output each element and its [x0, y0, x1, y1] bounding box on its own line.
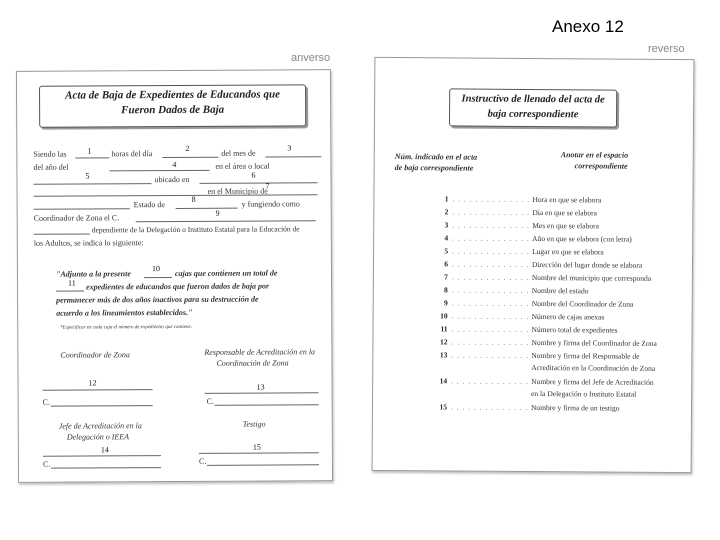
- instruction-row: [373, 376, 691, 404]
- field-number-15: 15: [252, 442, 261, 452]
- signature-line-witness: [199, 452, 319, 454]
- row-dots: . . . . . . . . . . . . . . . .: [451, 259, 542, 270]
- row-number: 2: [444, 207, 449, 217]
- row-description: Dirección del lugar donde se elabora: [531, 259, 643, 270]
- name-line-coordinator: [51, 405, 153, 407]
- row-number: 7: [444, 272, 448, 282]
- row-dots: . . . . . . . . . . . . . . . .: [450, 402, 541, 413]
- blank-address: [200, 182, 318, 184]
- front-side-label: anverso: [291, 52, 331, 64]
- name-line-chief: [51, 467, 161, 469]
- text-ubicado-en: ubicado en: [154, 174, 190, 185]
- signature-line-chief: [43, 455, 161, 457]
- text-horas-dia: horas del día: [111, 149, 153, 159]
- row-description: Nombre y firma de un testigo: [530, 402, 620, 413]
- row-dots: . . . . . . . . . . . . . . . .: [451, 376, 541, 387]
- column-header-number-1: Núm. indicado en el acta: [394, 152, 478, 162]
- row-description-continued: en la Delegación o Instituto Estatal: [531, 388, 637, 399]
- row-description-continued: Acreditación en la Coordinación de Zona: [531, 362, 656, 373]
- back-page-title-box: [449, 88, 617, 127]
- text-area-local: en el área o local: [215, 161, 270, 171]
- row-description: Nombre del municipio que corresponda: [531, 272, 652, 283]
- row-number: 6: [444, 259, 449, 269]
- row-dots: . . . . . . . . . . . . . . . .: [452, 207, 542, 218]
- field-number-14: 14: [100, 445, 109, 455]
- row-description: Lugar en que se elabora: [532, 246, 604, 257]
- column-header-annotate-2: correspondiente: [574, 161, 628, 171]
- field-number-11: 11: [68, 278, 76, 288]
- row-number: 14: [439, 376, 448, 386]
- row-number: 11: [440, 324, 448, 334]
- field-number-4: 4: [172, 159, 177, 170]
- row-number: 5: [444, 246, 449, 256]
- row-number: 4: [444, 233, 449, 243]
- text-expedientes: expedientes de educandos que fueron dados de baja por: [86, 281, 270, 292]
- field-number-1: 1: [87, 146, 92, 156]
- row-number: 3: [444, 220, 449, 230]
- row-description: Nombre y firma del Responsable de: [531, 350, 640, 361]
- name-line-witness: [207, 464, 319, 466]
- c-label-1: C.: [42, 397, 51, 407]
- row-dots: . . . . . . . . . . . . . . . .: [451, 298, 541, 309]
- signature-label-chief-1: Jefe de Acreditación en la: [58, 421, 142, 431]
- column-header-annotate-1: Anotar en el espacio: [560, 150, 629, 160]
- text-indica-siguiente: los Adultos, se indica lo siguiente:: [33, 238, 144, 248]
- signature-label-coordinator: Coordinador de Zona: [60, 350, 130, 360]
- blank-state: [176, 208, 238, 209]
- blank-month: [265, 156, 321, 157]
- text-permanecer: permanecer más de dos años inactivos para su destrucción de: [56, 294, 259, 305]
- row-dots: . . . . . . . . . . . . . . . .: [451, 337, 541, 348]
- front-title-line-1: Acta de Baja de Expedientes de Educandos que: [65, 88, 280, 102]
- blank-municipality: [34, 208, 130, 210]
- signature-label-responsible-2: Coordinación de Zona: [216, 358, 289, 368]
- signature-label-responsible-1: Responsable de Acreditación en la: [204, 347, 316, 357]
- field-number-3: 3: [287, 143, 292, 153]
- row-description: Año en que se elabora (con letra): [532, 233, 632, 244]
- column-header-number-2: de baja correspondiente: [394, 163, 474, 173]
- row-description: Nombre y firma del Coordinador de Zona: [531, 337, 657, 348]
- instruction-row: [373, 350, 691, 378]
- row-number: 15: [439, 402, 448, 412]
- field-number-6: 6: [251, 170, 256, 180]
- front-page: [16, 69, 333, 483]
- field-number-7: 7: [265, 181, 270, 191]
- row-description: Nombre y firma del Jefe de Acreditación: [531, 376, 654, 387]
- field-number-2: 2: [185, 143, 190, 153]
- c-label-3: C.: [42, 459, 51, 469]
- footnote: *Especificar en cada caja el número de expedientes que contiene.: [60, 324, 193, 331]
- back-side-label: reverso: [648, 43, 685, 55]
- text-cajas-total: cajas que contienen un total de: [174, 268, 278, 278]
- text-siendo-las: Siendo las: [33, 149, 67, 159]
- blank-municipality-2: [204, 194, 318, 196]
- row-description: Número total de expedientes: [531, 324, 618, 335]
- row-dots: . . . . . . . . . . . . . . . .: [451, 285, 541, 296]
- blank-address-cont: [34, 195, 204, 197]
- text-del-ano: del año del: [33, 162, 69, 172]
- instruction-row: [373, 402, 691, 417]
- back-page: [372, 57, 695, 473]
- row-description: Nombre del Coordinador de Zona: [531, 298, 634, 309]
- signature-line-coordinator: [43, 389, 153, 391]
- text-dependiente: dependiente de la Delegación o Instituto Estatal para la Educación de: [91, 224, 300, 235]
- signature-label-chief-2: Delegación o IEEA: [66, 432, 130, 442]
- row-dots: . . . . . . . . . . . . . . . .: [452, 220, 542, 231]
- field-number-12: 12: [88, 378, 97, 388]
- text-acuerdo: acuerdo a los lineamientos establecidos.": [56, 307, 193, 318]
- blank-place: [34, 183, 152, 185]
- blank-files: [56, 290, 84, 291]
- field-number-10: 10: [151, 264, 160, 274]
- field-number-13: 13: [256, 382, 265, 392]
- back-title-line-1: Instructivo de llenado del acta de: [461, 93, 605, 106]
- text-del-mes: del mes de: [221, 148, 256, 158]
- row-description: Hora en que se elabora: [532, 194, 602, 205]
- blank-boxes: [144, 277, 172, 278]
- front-title-line-2: Fueron Dados de Baja: [121, 103, 225, 117]
- text-adjunto: "Adjunto a la presente: [55, 269, 131, 279]
- blank-coordinator-cont: [34, 233, 90, 234]
- row-dots: . . . . . . . . . . . . . . . .: [452, 233, 542, 244]
- row-description: Día en que se elabora: [532, 207, 597, 218]
- c-label-2: C.: [206, 396, 215, 406]
- row-dots: . . . . . . . . . . . . . . . .: [452, 194, 542, 205]
- row-number: 10: [440, 311, 448, 321]
- blank-day: [162, 157, 218, 158]
- row-number: 1: [444, 194, 449, 204]
- name-line-responsible: [215, 404, 319, 406]
- row-dots: . . . . . . . . . . . . . . . .: [451, 324, 541, 335]
- row-description: Número de cajas anexas: [531, 311, 605, 322]
- row-dots: . . . . . . . . . . . . . . . .: [452, 246, 542, 257]
- signature-line-responsible: [205, 392, 319, 394]
- row-number: 8: [444, 285, 448, 295]
- text-estado-de: Estado de: [133, 200, 165, 210]
- blank-hour: [75, 157, 109, 158]
- text-fungiendo: y fungiendo como: [241, 199, 300, 209]
- row-description: Mes en que se elabora: [532, 220, 599, 231]
- row-dots: . . . . . . . . . . . . . . . .: [451, 272, 542, 283]
- text-coordinador-zona: Coordinador de Zona el C.: [33, 213, 120, 223]
- c-label-4: C.: [198, 456, 207, 466]
- field-number-5: 5: [85, 171, 90, 181]
- row-dots: . . . . . . . . . . . . . . . .: [451, 350, 541, 361]
- front-page-title-box: [39, 84, 306, 127]
- row-dots: . . . . . . . . . . . . . . . .: [451, 311, 541, 322]
- back-title-line-2: baja correspondiente: [487, 108, 579, 121]
- row-description: Nombre del estado: [531, 285, 589, 296]
- blank-year: [109, 170, 209, 172]
- row-number: 9: [443, 298, 448, 308]
- field-number-9: 9: [215, 208, 220, 218]
- row-number: 13: [439, 350, 448, 360]
- signature-label-witness: Testigo: [242, 419, 266, 429]
- text-municipio: en el Municipio de: [207, 186, 268, 196]
- annex-title: Anexo 12: [552, 17, 624, 36]
- field-number-8: 8: [191, 194, 196, 204]
- row-number: 12: [439, 337, 448, 347]
- blank-coordinator: [136, 220, 316, 222]
